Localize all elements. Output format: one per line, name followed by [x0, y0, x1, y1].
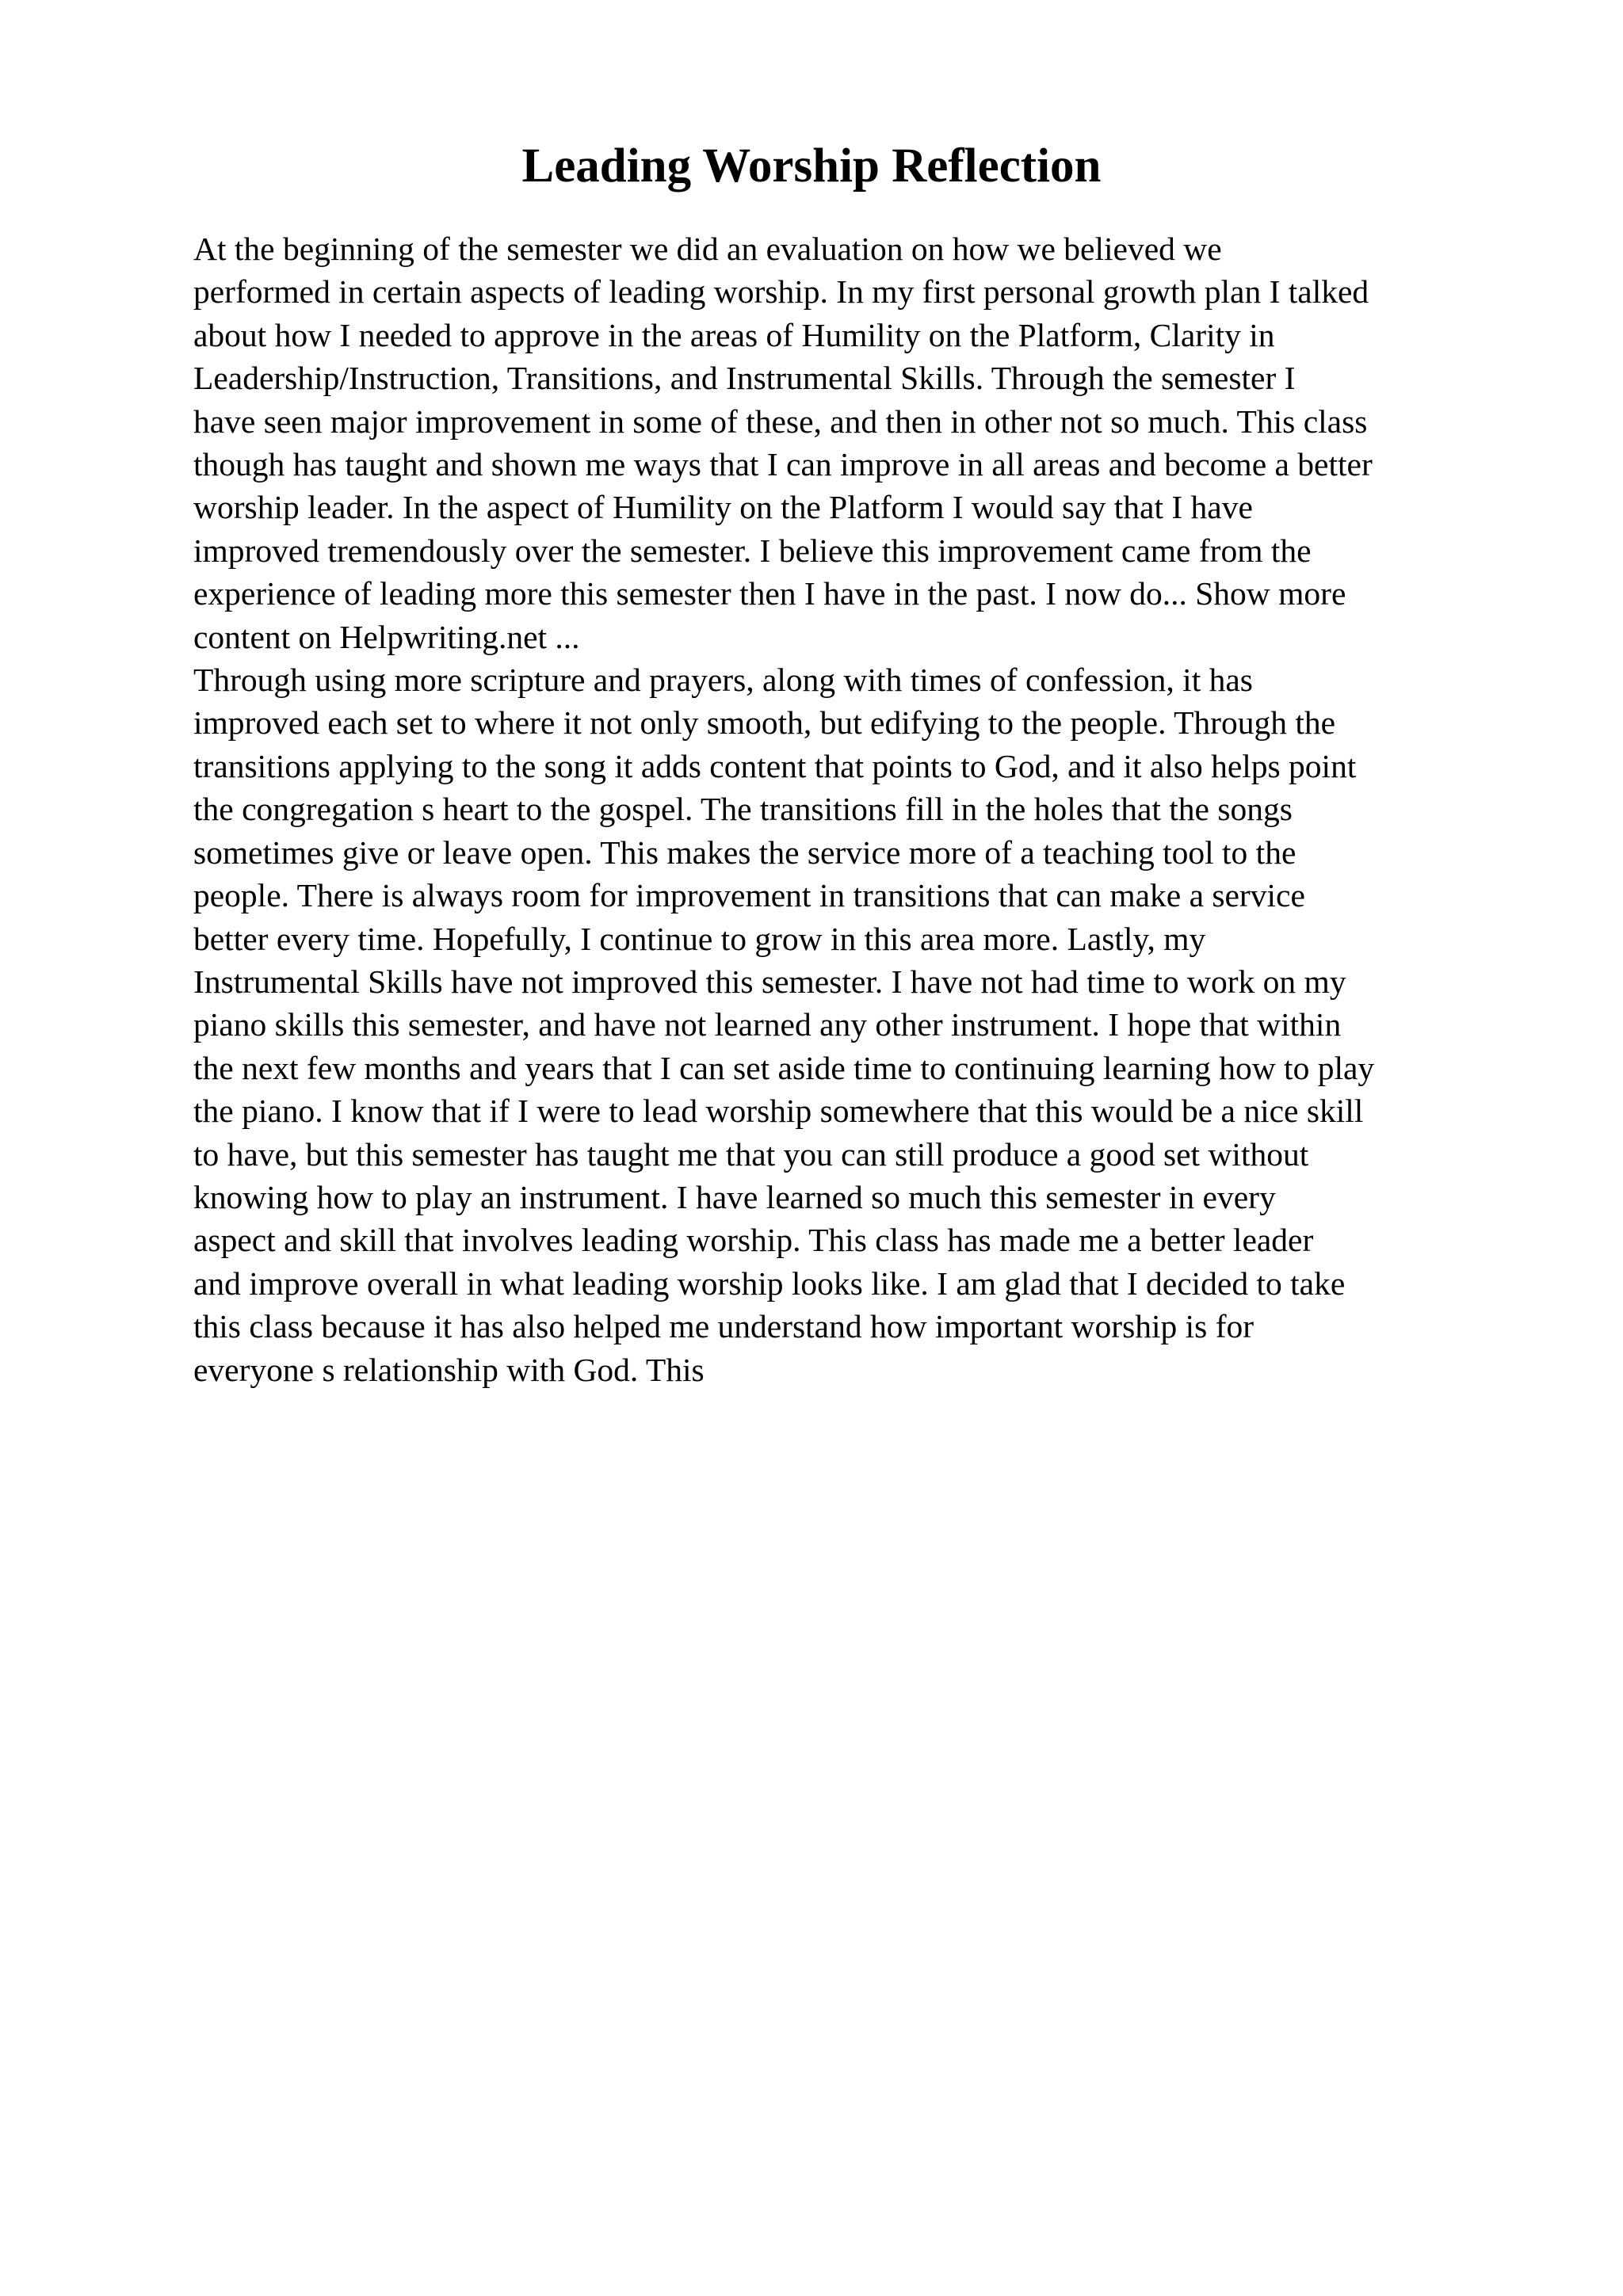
text-line: Leadership/Instruction, Transitions, and Instrumental Skills. Through the semester I: [193, 360, 1296, 397]
text-line: At the beginning of the semester we did an evaluation on how we believed we: [193, 231, 1222, 267]
text-line: have seen major improvement in some of these, and then in other not so much. This class: [193, 402, 1368, 440]
text-line: the congregation s heart to the gospel. The transitions fill in the holes that the songs: [193, 791, 1293, 828]
text-line: transitions applying to the song it adds content that points to God, and it also helps point: [193, 747, 1357, 784]
text-line: the piano. I know that if I were to lead worship somewhere that this would be a nice skill: [193, 1093, 1364, 1130]
body-text: [193, 227, 1556, 1391]
text-line: worship leader. In the aspect of Humility on the Platform I would say that I have: [193, 489, 1253, 526]
text-line: improved tremendously over the semester. I believe this improvement came from the: [193, 532, 1312, 569]
text-line: piano skills this semester, and have not learned any other instrument. I hope that within: [193, 1006, 1342, 1043]
text-line: content on Helpwriting.net ...: [193, 618, 580, 655]
text-line: better every time. Hopefully, I continue to grow in this area more. Lastly, my: [193, 920, 1206, 957]
text-line: improved each set to where it not only smooth, but edifying to the people. Through the: [193, 704, 1336, 742]
text-line: Through using more scripture and prayers, along with times of confession, it has: [193, 662, 1253, 699]
text-line: sometimes give or leave open. This makes the service more of a teaching tool to the: [193, 833, 1296, 871]
page-title: Leading Worship Reflection: [521, 139, 1102, 193]
text-line: experience of leading more this semester then I have in the past. I now do... Show more: [193, 575, 1346, 612]
text-line: the next few months and years that I can set aside time to continuing learning how to play: [193, 1049, 1375, 1086]
text-line: knowing how to play an instrument. I have learned so much this semester in every: [193, 1178, 1276, 1215]
text-line: though has taught and shown me ways that I can improve in all areas and become a better: [193, 446, 1373, 483]
text-line: performed in certain aspects of leading worship. In my first personal growth plan I talked: [193, 273, 1369, 311]
text-line: and improve overall in what leading worship looks like. I am glad that I decided to take: [193, 1264, 1346, 1302]
text-line: about how I needed to approve in the areas of Humility on the Platform, Clarity in: [193, 316, 1275, 353]
text-line: aspect and skill that involves leading worship. This class has made me a better leader: [193, 1222, 1314, 1259]
text-line: people. There is always room for improvement in transitions that can make a service: [193, 877, 1305, 914]
text-line: Instrumental Skills have not improved this semester. I have not had time to work on my: [193, 963, 1346, 1000]
text-line: this class because it has also helped me understand how important worship is for: [193, 1308, 1254, 1345]
text-line: everyone s relationship with God. This: [193, 1351, 705, 1388]
text-line: to have, but this semester has taught me that you can still produce a good set without: [193, 1135, 1309, 1173]
